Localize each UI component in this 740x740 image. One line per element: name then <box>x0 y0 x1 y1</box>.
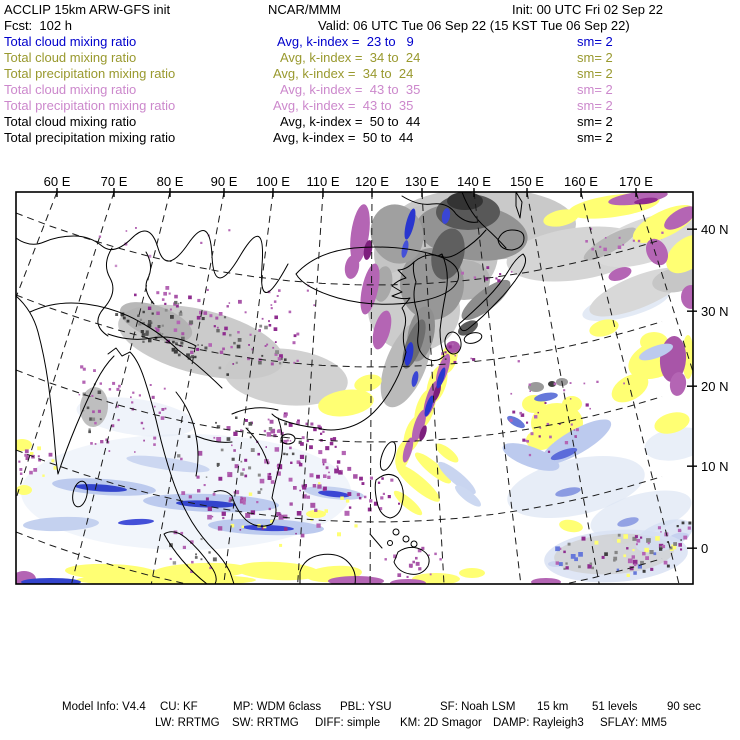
field-smoothing: sm= 2 <box>577 82 613 97</box>
model-title: ACCLIP 15km ARW-GFS init <box>4 2 171 17</box>
lat-label: 10 N <box>701 459 729 475</box>
lon-label: 150 E <box>510 174 544 189</box>
field-label: Total cloud mixing ratio <box>4 82 137 97</box>
lon-label: 160 E <box>564 174 598 189</box>
model-info-item: 51 levels <box>592 701 638 713</box>
model-info-item: DAMP: Rayleigh3 <box>493 717 584 729</box>
lat-label: 20 N <box>701 379 729 395</box>
lon-label: 130 E <box>405 174 439 189</box>
lat-label: 0 <box>701 541 709 557</box>
field-smoothing: sm= 2 <box>577 66 613 81</box>
field-kindex: Avg, k-index = 34 to 24 <box>273 66 414 81</box>
model-info-item: SF: Noah LSM <box>440 701 516 713</box>
lon-label: 90 E <box>210 174 238 189</box>
field-label: Total cloud mixing ratio <box>4 50 137 65</box>
field-smoothing: sm= 2 <box>577 114 613 129</box>
model-info-item: 90 sec <box>667 701 701 713</box>
model-info-item: 15 km <box>537 701 569 713</box>
model-info-item: MP: WDM 6class <box>233 701 322 713</box>
field-smoothing: sm= 2 <box>577 98 613 113</box>
model-info-item: CU: KF <box>160 701 198 713</box>
lat-label: 30 N <box>701 304 729 320</box>
lon-label: 60 E <box>43 174 71 189</box>
model-info-item: SFLAY: MM5 <box>600 717 667 729</box>
field-kindex: Avg, k-index = 34 to 24 <box>280 50 421 65</box>
lon-label: 120 E <box>355 174 389 189</box>
valid-time: Valid: 06 UTC Tue 06 Sep 22 (15 KST Tue 06 Sep 22) <box>318 18 630 33</box>
field-kindex: Avg, k-index = 50 to 44 <box>273 130 414 145</box>
field-kindex: Avg, k-index = 23 to 9 <box>277 34 414 49</box>
lon-label: 170 E <box>619 174 653 189</box>
field-label: Total cloud mixing ratio <box>4 114 137 129</box>
field-smoothing: sm= 2 <box>577 130 613 145</box>
model-info-item: KM: 2D Smagor <box>400 717 482 729</box>
field-smoothing: sm= 2 <box>577 34 613 49</box>
lat-label: 40 N <box>701 222 729 238</box>
field-kindex: Avg, k-index = 50 to 44 <box>280 114 421 129</box>
fcst-hour: Fcst: 102 h <box>4 18 72 33</box>
center-name: NCAR/MMM <box>268 2 341 17</box>
field-smoothing: sm= 2 <box>577 50 613 65</box>
lon-label: 100 E <box>256 174 290 189</box>
lon-label: 110 E <box>306 174 340 189</box>
model-info-item: Model Info: V4.4 <box>62 701 146 713</box>
lon-label: 140 E <box>457 174 491 189</box>
model-info-item: SW: RRTMG <box>232 717 299 729</box>
field-label: Total precipitation mixing ratio <box>4 98 176 113</box>
model-info-item: DIFF: simple <box>315 717 381 729</box>
model-info-item: LW: RRTMG <box>155 717 220 729</box>
field-label: Total precipitation mixing ratio <box>4 66 176 81</box>
field-label: Total cloud mixing ratio <box>4 34 137 49</box>
init-time: Init: 00 UTC Fri 02 Sep 22 <box>512 2 664 17</box>
lon-label: 70 E <box>100 174 128 189</box>
field-label: Total precipitation mixing ratio <box>4 130 176 145</box>
field-kindex: Avg, k-index = 43 to 35 <box>280 82 421 97</box>
lon-label: 80 E <box>156 174 184 189</box>
model-info-item: PBL: YSU <box>340 701 392 713</box>
field-kindex: Avg, k-index = 43 to 35 <box>273 98 414 113</box>
